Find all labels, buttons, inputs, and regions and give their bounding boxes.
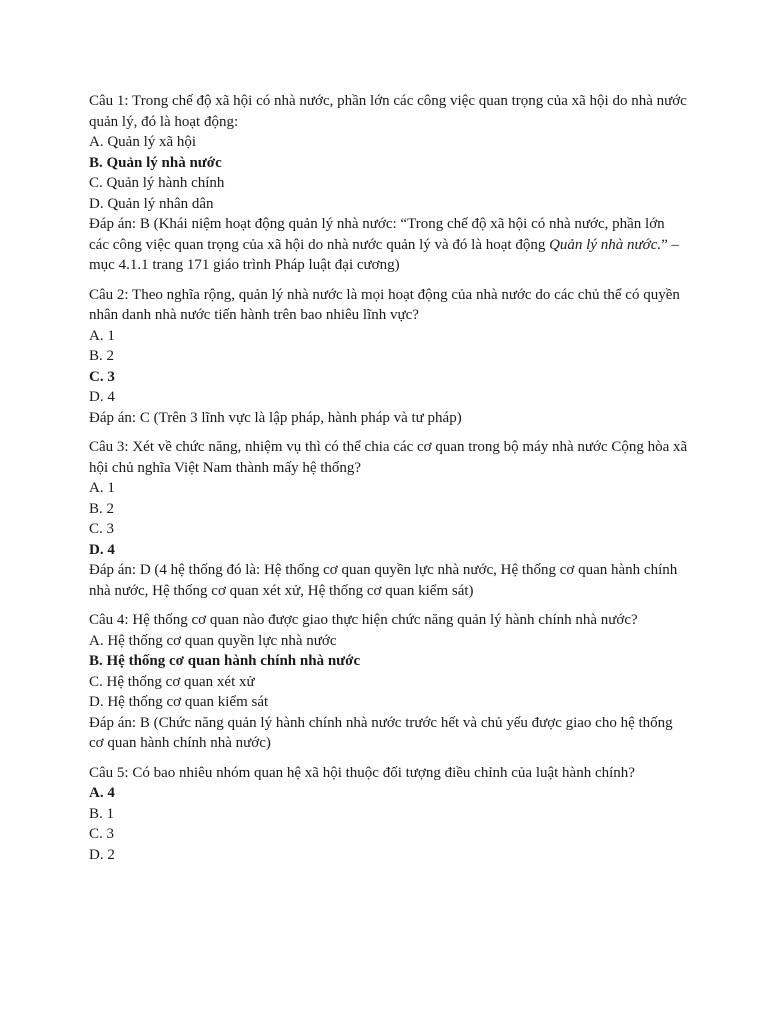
option-a: A. Quản lý xã hội	[89, 134, 197, 150]
question-2	[89, 285, 688, 429]
option-c-correct: C. 3	[89, 368, 115, 385]
option-b-correct: B. Quản lý nhà nước	[89, 154, 222, 171]
option-d: D. 2	[89, 846, 115, 863]
answer-explanation: Đáp án: C (Trên 3 lĩnh vực là lập pháp, hành pháp và tư pháp)	[89, 409, 462, 426]
answer-explanation	[89, 214, 688, 276]
question-stem: Câu 1: Trong chế độ xã hội có nhà nước, phần lớn các công việc quan trọng của xã hội do nhà nước quản lý, đó là hoạt động:	[89, 93, 687, 130]
question-stem: Câu 3: Xét về chức năng, nhiệm vụ thì có thể chia các cơ quan trong bộ máy nhà nước Cộng hòa xã hội chủ nghĩa Việt Nam thành mấy hệ thống?	[89, 439, 688, 476]
option-b: B. 2	[89, 500, 115, 517]
option-a: A. 1	[89, 327, 115, 344]
question-stem: Câu 2: Theo nghĩa rộng, quản lý nhà nước là mọi hoạt động của nhà nước do các chủ thể có quyền nhân danh nhà nước tiến hành trên bao nhiêu lĩnh vực?	[89, 286, 680, 323]
option-a: A. Hệ thống cơ quan quyền lực nhà nước	[89, 632, 337, 649]
answer-explanation: Đáp án: B (Chức năng quản lý hành chính nhà nước trước hết và chủ yếu được giao cho hệ thống cơ quan hành chính nhà nước)	[89, 714, 673, 751]
option-a: A. 1	[89, 480, 115, 496]
answer-text: Đáp án: B (Khái niệm hoạt động quản lý nhà nước: “Trong chế độ xã hội có nhà nước, phần lớn các công việc quan trọng của xã hội do nhà nước quản lý và đó là hoạt động	[89, 216, 665, 253]
answer-source: ” – mục 4.1.1 trang 171 giáo trình Pháp luật đại cương)	[89, 236, 680, 273]
option-c: C. 3	[89, 521, 115, 537]
option-a-correct: A. 4	[89, 785, 115, 801]
answer-italic-term: Quản lý nhà nước.	[549, 236, 662, 253]
option-b: B. 2	[89, 348, 115, 364]
question-stem: Câu 4: Hệ thống cơ quan nào được giao thực hiện chức năng quản lý hành chính nhà nước?	[89, 612, 638, 628]
question-5	[89, 763, 688, 866]
question-3	[89, 437, 688, 601]
question-4	[89, 610, 688, 754]
option-b: B. 1	[89, 805, 115, 822]
option-d: D. Quản lý nhân dân	[89, 195, 214, 212]
answer-explanation: Đáp án: D (4 hệ thống đó là: Hệ thống cơ quan quyền lực nhà nước, Hệ thống cơ quan hành chính nhà nước, Hệ thống cơ quan xét xử, Hệ thống cơ quan kiểm sát)	[89, 562, 678, 599]
option-d: D. Hệ thống cơ quan kiểm sát	[89, 694, 269, 710]
question-stem: Câu 5: Có bao nhiêu nhóm quan hệ xã hội thuộc đối tượng điều chỉnh của luật hành chính?	[89, 764, 635, 781]
option-b-correct: B. Hệ thống cơ quan hành chính nhà nước	[89, 653, 361, 669]
option-c: C. 3	[89, 826, 115, 842]
option-c: C. Hệ thống cơ quan xét xử	[89, 673, 255, 690]
question-1	[89, 91, 688, 276]
option-c: C. Quản lý hành chính	[89, 175, 225, 191]
option-d: D. 4	[89, 389, 115, 405]
option-d-correct: D. 4	[89, 541, 115, 558]
